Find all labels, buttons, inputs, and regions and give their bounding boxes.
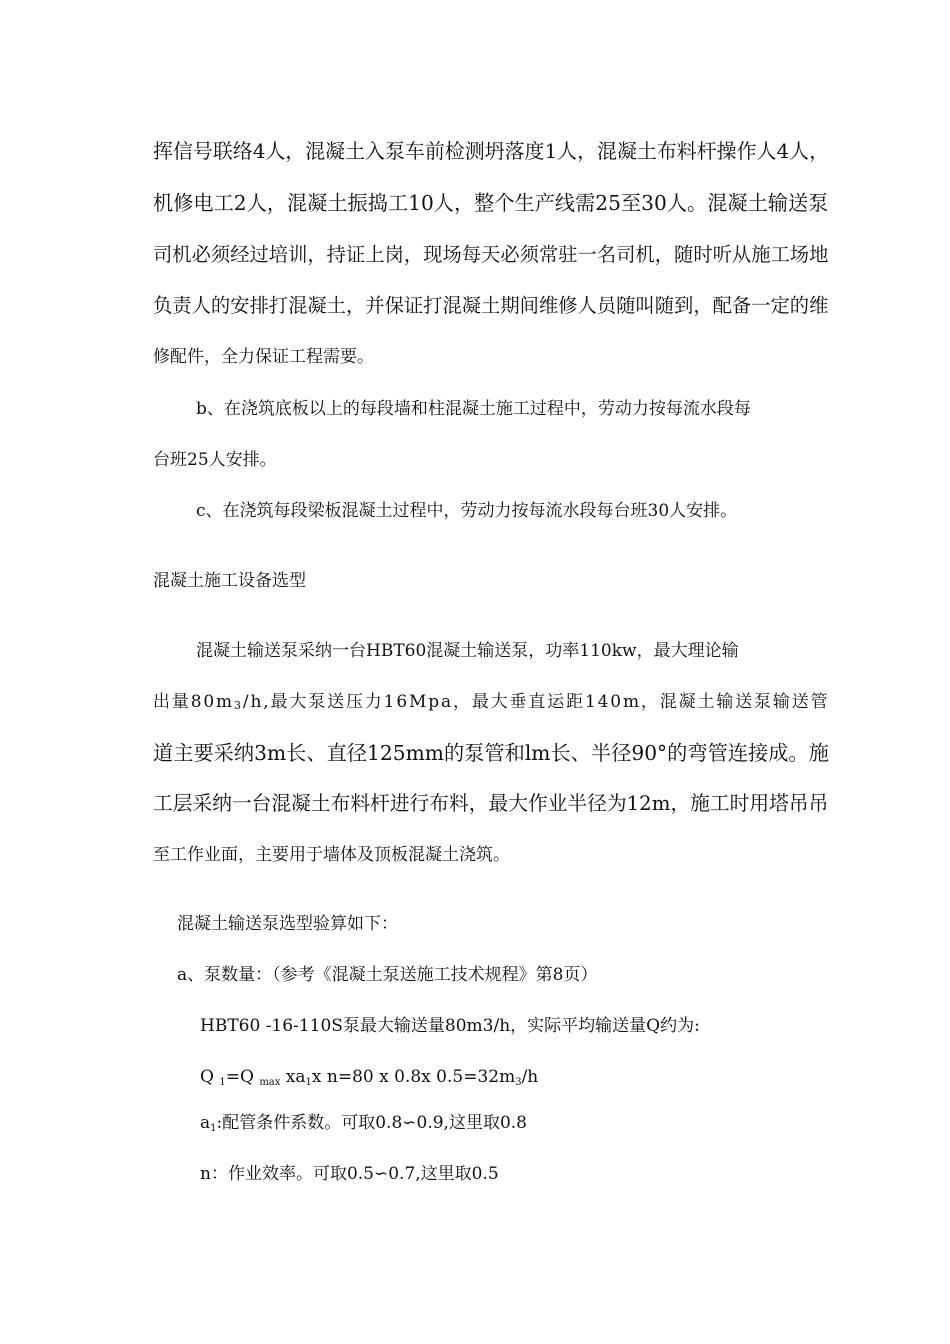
text-fragment: /h,最大泵送压力16Mpa，最大垂直运距140m，混凝土输送泵输送管 [242, 692, 830, 712]
text-run [153, 691, 829, 717]
text-run: 道主要采纳3m长、直径125mm的泵管和lm长、半径90°的弯管连接成。施 [153, 741, 829, 765]
formula-line [200, 1066, 538, 1094]
definition-line: n：作业效率。可取0.5∽0.7,这里取0.5 [200, 1164, 499, 1184]
subscript: 3 [234, 699, 243, 712]
subscript: max [259, 1077, 281, 1088]
paragraph-line [153, 691, 829, 717]
formula-text: x n=80 x 0.8x 0.5=32m [311, 1067, 516, 1087]
text-run: 司机必须经过培训，持证上岗，现场每天必须常驻一名司机，随时听从施工场地 [153, 243, 829, 266]
text-run: 挥信号联络4人，混凝土入泵车前检测坍落度1人，混凝土布料杆操作人4人， [153, 139, 830, 163]
text-run: 工层采纳一台混凝土布料杆进行布料，最大作业半径为12m，施工时用塔吊吊 [153, 792, 829, 815]
text-run: 负责人的安排打混凝土，并保证打混凝土期间维修人员随叫随到，配备一定的维 [153, 294, 829, 317]
formula-text: /h [521, 1067, 539, 1087]
paragraph-line [153, 742, 829, 764]
text-run: 混凝土输送泵采纳一台HBT60混凝土输送泵，功率110kw，最大理论输 [196, 641, 739, 661]
paragraph-line [153, 295, 829, 317]
subscript: 1 [305, 1077, 312, 1088]
subscript: 1 [210, 1123, 217, 1134]
paragraph-line: c、在浇筑每段梁板混凝土过程中，劳动力按每流水段每台班30人安排。 [196, 501, 738, 521]
paragraph-line [196, 640, 829, 662]
symbol: a [200, 1113, 211, 1133]
paragraph-line: 修配件，全力保证工程需要。 [153, 347, 374, 367]
section-heading: 混凝土输送泵选型验算如下： [177, 914, 398, 934]
definition-text: :配管条件系数。可取0.8∽0.9,这里取0.8 [216, 1113, 527, 1133]
list-item: a、泵数量：（参考《混凝土泵送施工技术规程》第8页） [177, 965, 598, 985]
subscript: 3 [515, 1077, 522, 1088]
formula-text: xa [280, 1067, 306, 1087]
text-run: b、在浇筑底板以上的每段墙和柱混凝土施工过程中，劳动力按每流水段每 [196, 399, 751, 419]
paragraph-line [153, 140, 829, 162]
section-heading: 混凝土施工设备选型 [153, 571, 306, 591]
formula-text: =Q [225, 1067, 260, 1087]
text-run: 机修电工2人，混凝土振捣工10人，整个生产线需25至30人。混凝土输送泵 [153, 191, 829, 215]
formula-text: Q [200, 1067, 220, 1087]
definition-line [200, 1112, 527, 1140]
paragraph-line [153, 793, 829, 815]
text-fragment: 出量80m [153, 692, 235, 712]
paragraph-line [153, 192, 829, 214]
paragraph-line [153, 244, 829, 266]
paragraph-line [196, 398, 829, 420]
paragraph-line: 至工作业面，主要用于墙体及顶板混凝土浇筑。 [153, 845, 510, 865]
paragraph-line: 台班25人安排。 [153, 450, 277, 470]
subscript: 1 [219, 1077, 226, 1088]
calc-line: HBT60 -16-110S泵最大输送量80m3/h，实际平均输送量Q约为: [200, 1016, 700, 1036]
